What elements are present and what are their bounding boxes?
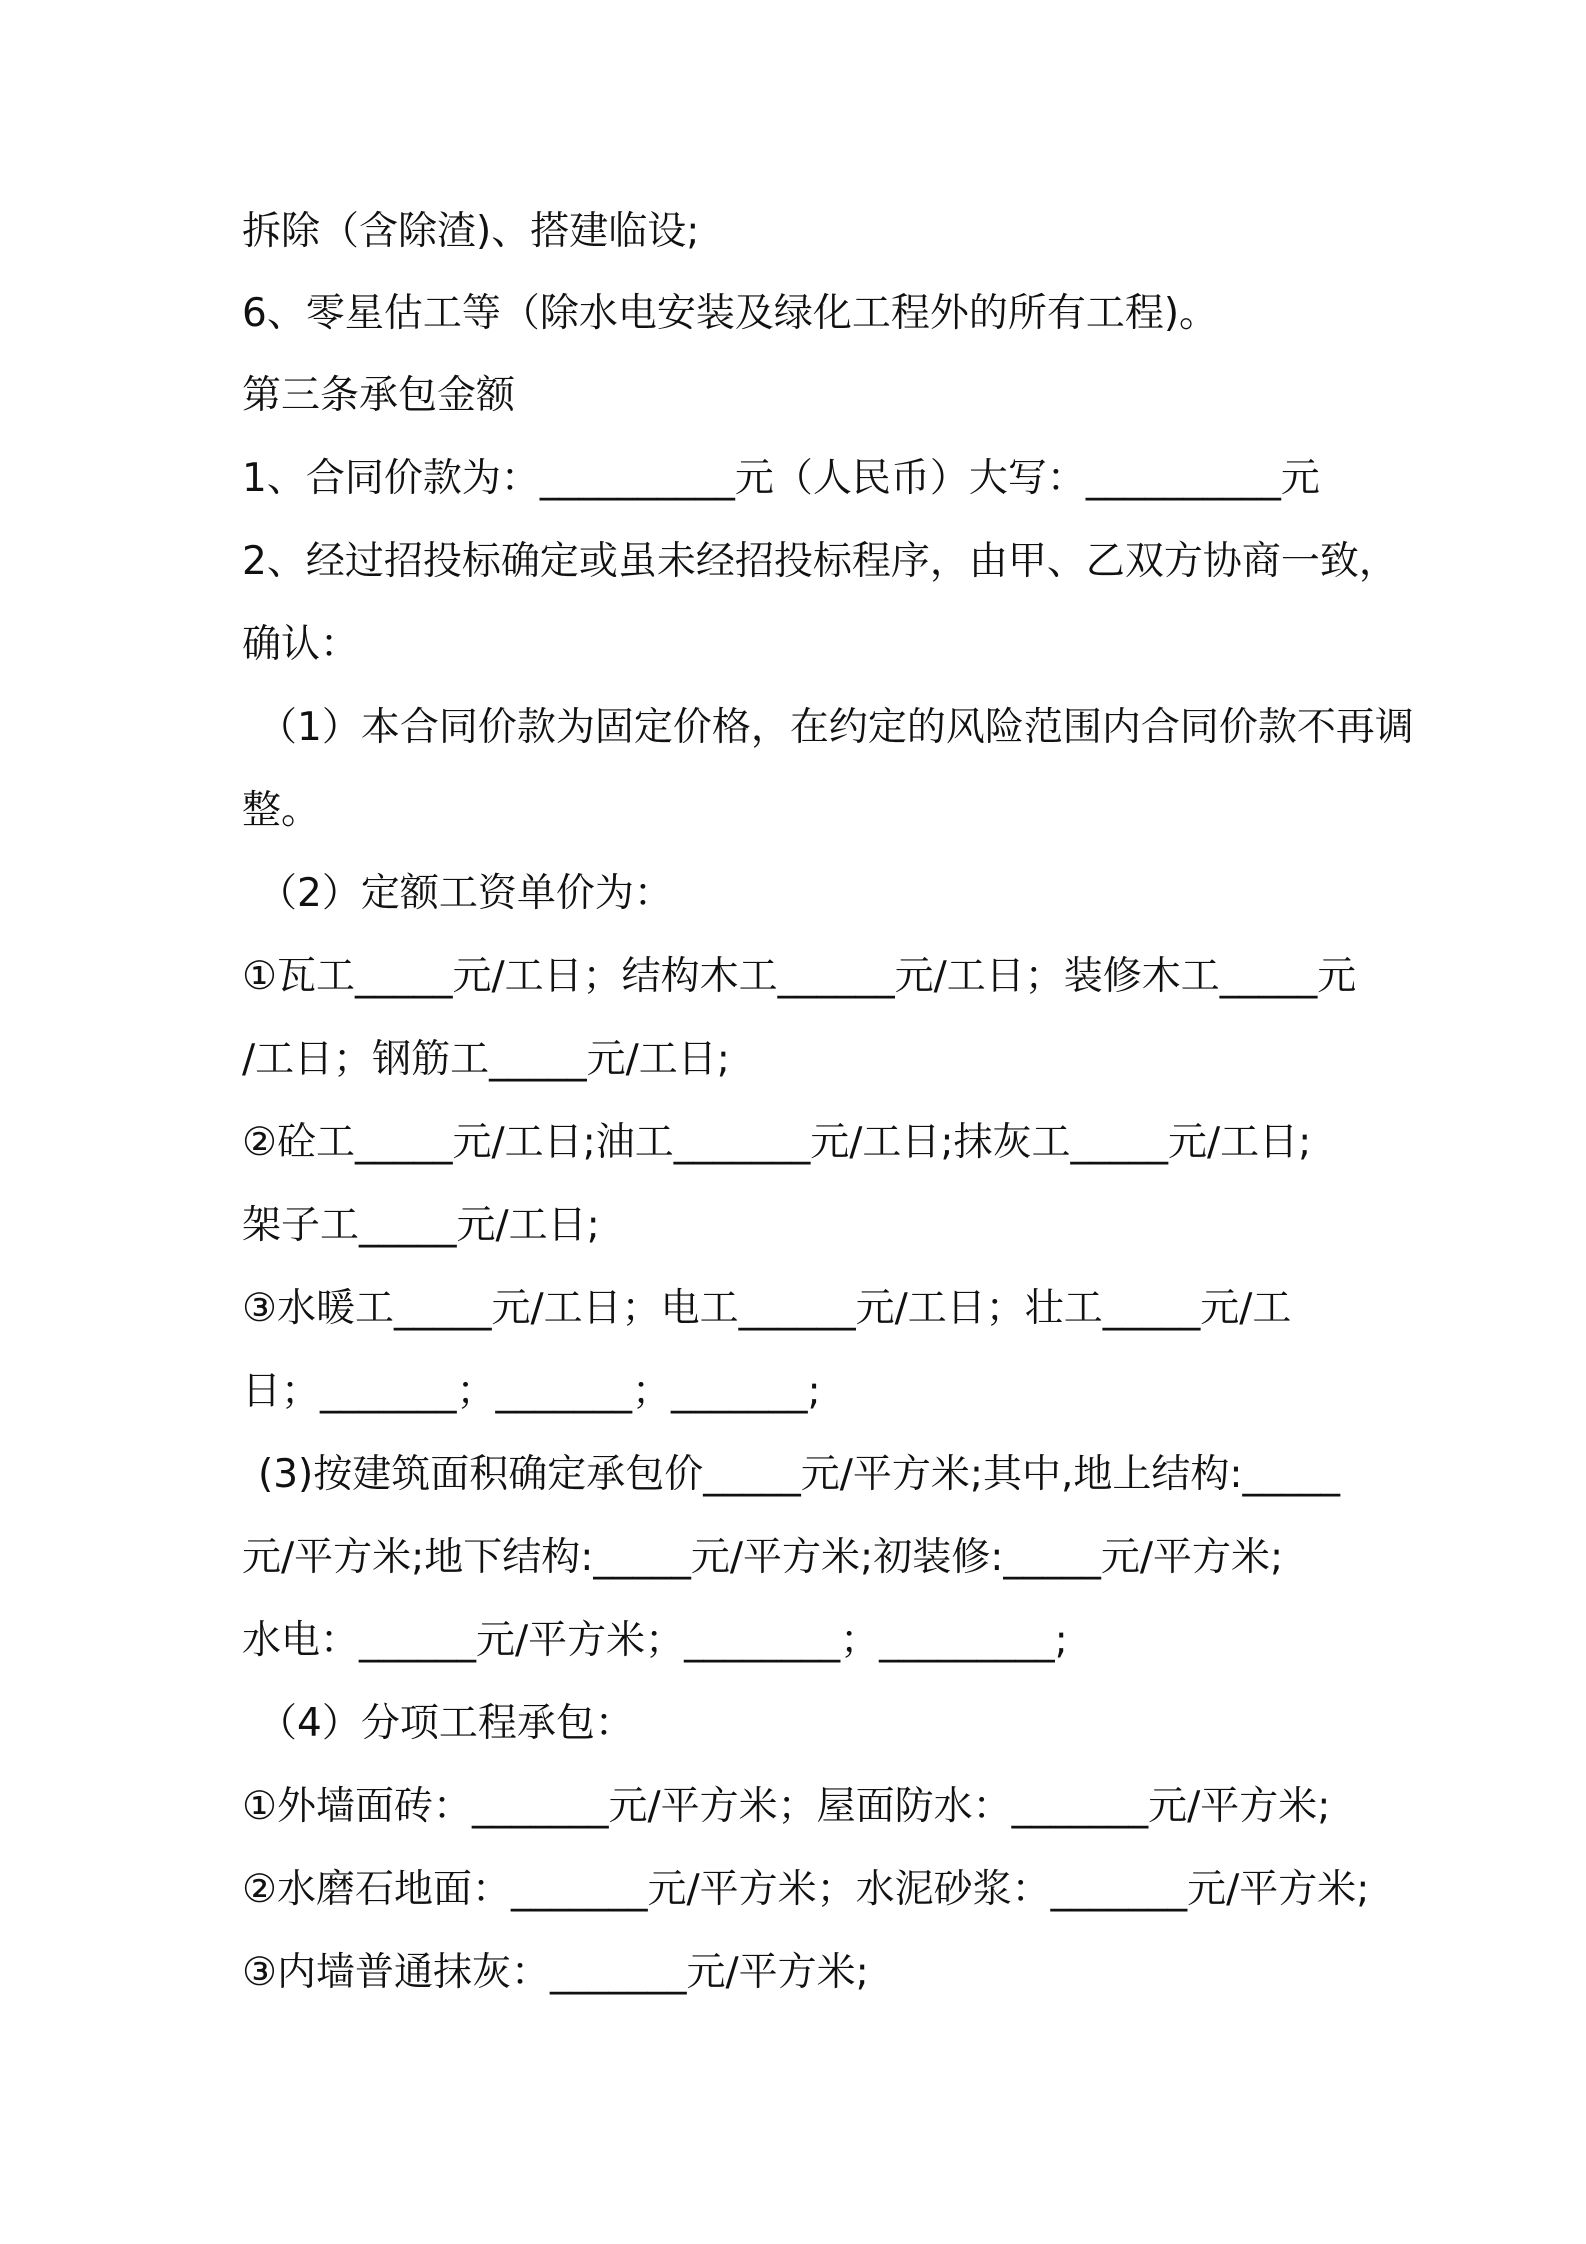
text-line-wage-1-cont: /工日；钢筋工_____元/工日;	[242, 1037, 730, 1082]
text-line-subitem-heading: （4）分项工程承包：	[258, 1701, 634, 1746]
text-line-subitem-1: ①外墙面砖：_______元/平方米；屋面防水：_______元/平方米;	[242, 1784, 1331, 1829]
text-line-fixed-price-cont: 整。	[242, 788, 321, 833]
text-line-area-price: (3)按建筑面积确定承包价_____元/平方米;其中,地上结构:_____	[258, 1452, 1341, 1497]
text-line-wage-1: ①瓦工_____元/工日；结构木工______元/工日；装修木工_____元	[242, 954, 1357, 999]
text-line-demolition: 拆除（含除渣)、搭建临设;	[242, 209, 700, 254]
text-line-item-6: 6、零星估工等（除水电安装及绿化工程外的所有工程)。	[242, 291, 1219, 336]
text-line-wage-3: ③水暖工_____元/工日；电工______元/工日；壮工_____元/工	[242, 1286, 1292, 1331]
text-line-wage-2: ②砼工_____元/工日;油工_______元/工日;抹灰工_____元/工日;	[242, 1120, 1312, 1165]
text-line-confirm: 确认：	[242, 622, 360, 667]
text-line-wage-2-cont: 架子工_____元/工日;	[242, 1203, 600, 1248]
section-heading-article-3: 第三条承包金额	[242, 373, 516, 418]
text-line-item-2: 2、经过招投标确定或虽未经招投标程序，由甲、乙双方协商一致，	[242, 539, 1398, 584]
text-line-fixed-price: （1）本合同价款为固定价格，在约定的风险范围内合同价款不再调	[258, 705, 1414, 750]
text-line-subitem-3: ③内墙普通抹灰：_______元/平方米;	[242, 1950, 869, 1995]
text-line-area-price-cont-2: 水电：______元/平方米；________；_________;	[242, 1618, 1068, 1663]
text-line-wage-3-cont: 日；_______；_______；_______;	[242, 1369, 821, 1414]
text-line-contract-price: 1、合同价款为：__________元（人民币）大写：__________元	[242, 456, 1320, 501]
text-line-subitem-2: ②水磨石地面：_______元/平方米；水泥砂浆：_______元/平方米;	[242, 1867, 1370, 1912]
text-line-area-price-cont: 元/平方米;地下结构:_____元/平方米;初装修:_____元/平方米;	[242, 1535, 1284, 1580]
text-line-wage-heading: （2）定额工资单价为：	[258, 871, 673, 916]
